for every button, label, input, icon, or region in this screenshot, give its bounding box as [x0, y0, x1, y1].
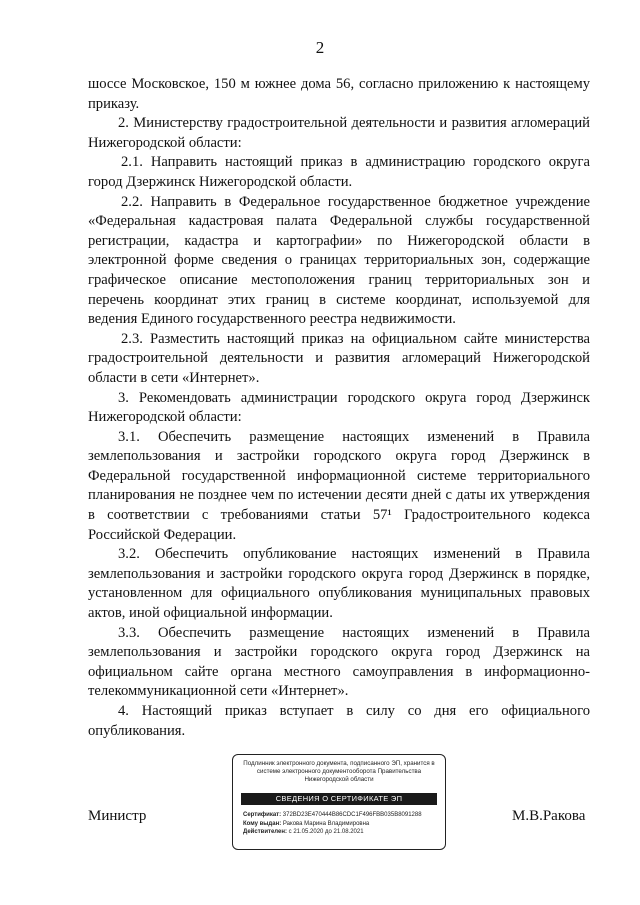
paragraph-item-3-3: 3.3. Обеспечить размещение настоящих изменений в Правила землепользования и застройки городского округа город Дзержинск на официальном сайте органа местного самоуправления в информационно-телекоммуникационной сети «Интернет». — [88, 624, 590, 700]
stamp-issued-value: Ракова Марина Владимировна — [282, 820, 370, 827]
stamp-valid-value: с 21.05.2020 до 21.08.2021 — [288, 829, 364, 835]
paragraph-continuation: шоссе Московское, 150 м южнее дома 56, согласно приложению к настоящему приказу. — [88, 76, 590, 112]
stamp-issued-label: Кому выдан: — [243, 820, 282, 827]
paragraph-item-3-2: 3.2. Обеспечить опубликование настоящих изменений в Правила землепользования и застройки городского округа город Дзержинск в порядке, установленном для официального опубликования муниципальных правовых актов, иной официальной информации. — [88, 546, 590, 622]
stamp-header: Подлинник электронного документа, подписанного ЭП, хранится в системе электронного документооборота Правительства Нижегородской области — [243, 760, 435, 783]
paragraph-item-3: 3. Рекомендовать администрации городского округа город Дзержинск Нижегородской области: — [88, 389, 590, 426]
paragraph-item-2-1: 2.1. Направить настоящий приказ в администрацию городского округа город Дзержинск Нижегородской области. — [88, 154, 590, 190]
stamp-cert-label: Сертификат: — [243, 812, 282, 818]
stamp-issued-row — [243, 820, 439, 829]
stamp-details — [243, 811, 439, 837]
paragraph-item-2-3: 2.3. Разместить настоящий приказ на официальном сайте министерства градостроительной деятельности и развития агломераций Нижегородской области в сети «Интернет». — [88, 330, 590, 386]
paragraph-item-2: 2. Министерству градостроительной деятельности и развития агломераций Нижегородской области: — [88, 115, 590, 151]
electronic-signature-stamp — [232, 754, 446, 850]
document-body — [88, 75, 590, 741]
signatory-position: Министр — [88, 808, 147, 824]
paragraph-item-4: 4. Настоящий приказ вступает в силу со дня его официального опубликования. — [88, 703, 590, 739]
paragraph-item-2-2: 2.2. Направить в Федеральное государственное бюджетное учреждение «Федеральная кадастровая палата Федеральной службы государственной регистрации, кадастра и картографии» по Нижегородской области в электронной форме сведения о границах территориальных зон, содержащие графическое описание местоположения границ территориальных зон и перечень координат этих границ в системе координат, используемой для ведения Единого государственного реестра недвижимости. — [88, 193, 590, 328]
page-number: 2 — [315, 38, 325, 57]
stamp-certificate-bar: СВЕДЕНИЯ О СЕРТИФИКАТЕ ЭП — [241, 793, 437, 805]
stamp-cert-row — [243, 811, 439, 820]
stamp-valid-row — [243, 828, 439, 837]
signatory-name: М.В.Ракова — [512, 808, 586, 824]
stamp-cert-value: 372BD23E470444B86CDC1F496FBB035B8091288 — [282, 812, 422, 818]
paragraph-item-3-1: 3.1. Обеспечить размещение настоящих изменений в Правила землепользования и застройки городского округа город Дзержинск в Федеральной государственной информационной системе территориального планирования не позднее чем по истечении десяти дней с даты их утверждения в соответствии с требованиями статьи 57¹ Градостроительного кодекса Российской Федерации. — [88, 428, 590, 543]
stamp-valid-label: Действителен: — [243, 829, 287, 835]
